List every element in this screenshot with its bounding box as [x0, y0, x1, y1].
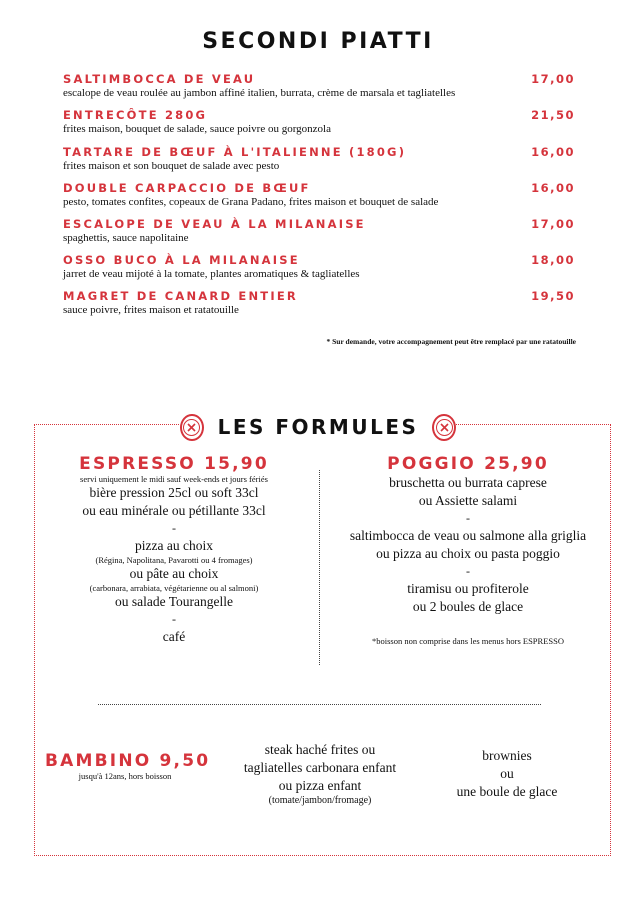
menu-title: BAMBINO 9,50	[45, 751, 211, 771]
accompaniment-footnote: * Sur demande, votre accompagnement peut être remplacé par une ratatouille	[326, 337, 576, 346]
menu-line: ou	[500, 766, 514, 781]
dish-description: escalope de veau roulée au jambon affiné italien, burrata, crème de marsala et tagliatelles	[63, 87, 456, 99]
menu-detail: (Régina, Napolitana, Pavarotti ou 4 fromages)	[95, 555, 253, 565]
formules-header	[180, 407, 456, 447]
menu-line: bière pression 25cl ou soft 33cl	[89, 485, 259, 500]
menu-line: ou pâte au choix	[129, 566, 219, 581]
section-divider	[98, 704, 541, 705]
menu-line: pizza au choix	[135, 538, 213, 553]
dish-item	[63, 108, 575, 136]
menu-line: ou eau minérale ou pétillante 33cl	[82, 503, 266, 518]
menu-line: saltimbocca de veau ou salmone alla griglia	[349, 528, 587, 543]
menu-line: café	[162, 629, 186, 644]
bambino-mains	[210, 741, 430, 807]
dish-price: 16,00	[531, 181, 575, 195]
bambino-desserts	[432, 747, 582, 801]
menu-line: bruschetta ou burrata caprese	[389, 475, 547, 490]
dish-item	[63, 217, 575, 245]
dish-description: spaghettis, sauce napolitaine	[63, 232, 189, 244]
drink-footnote: *boisson non comprise dans les menus hors ESPRESSO	[372, 636, 564, 646]
menu-separator: -	[172, 612, 176, 626]
dish-name: TARTARE DE BŒUF À L'ITALIENNE (180G)	[63, 145, 407, 159]
dish-item	[63, 72, 575, 100]
menu-espresso	[40, 454, 308, 646]
menu-note: jusqu'à 12ans, hors boisson	[78, 771, 172, 781]
menu-detail: (tomate/jambon/fromage)	[268, 795, 372, 806]
dish-name: MAGRET DE CANARD ENTIER	[63, 289, 298, 303]
circle-cross-icon	[432, 414, 456, 441]
menu-line: une boule de glace	[456, 784, 558, 799]
dish-name: OSSO BUCO À LA MILANAISE	[63, 253, 300, 267]
column-divider	[319, 470, 320, 665]
menu-bambino	[45, 751, 211, 781]
menu-line: brownies	[482, 748, 532, 763]
menu-title: ESPRESSO 15,90	[79, 454, 269, 474]
dish-name: ENTRECÔTE 280G	[63, 108, 208, 122]
dish-description: pesto, tomates confites, copeaux de Grana Padano, frites maison et bouquet de salade	[63, 196, 439, 208]
menu-title: POGGIO 25,90	[387, 454, 549, 474]
dish-item	[63, 289, 575, 317]
menu-detail: (carbonara, arrabiata, végétarienne ou al salmoni)	[89, 583, 259, 593]
menu-line: ou pizza au choix ou pasta poggio	[376, 546, 560, 561]
section-title-secondi-piatti: SECONDI PIATTI	[202, 29, 434, 54]
dish-price: 19,50	[531, 289, 575, 303]
menu-line: steak haché frites ou	[264, 742, 376, 757]
dish-price: 18,00	[531, 253, 575, 267]
dish-description: frites maison, bouquet de salade, sauce poivre ou gorgonzola	[63, 123, 331, 135]
menu-note: servi uniquement le midi sauf week-ends et jours fériés	[80, 474, 268, 484]
menu-line: tagliatelles carbonara enfant	[243, 760, 397, 775]
menu-line: ou salade Tourangelle	[114, 594, 233, 609]
dish-price: 17,00	[531, 72, 575, 86]
dish-name: ESCALOPE DE VEAU À LA MILANAISE	[63, 217, 366, 231]
menu-line: ou 2 boules de glace	[412, 599, 524, 614]
dish-description: jarret de veau mijoté à la tomate, plantes aromatiques & tagliatelles	[63, 268, 360, 280]
dish-price: 16,00	[531, 145, 575, 159]
menu-line: ou pizza enfant	[278, 778, 362, 793]
menu-line: tiramisu ou profiterole	[407, 581, 529, 596]
dish-description: sauce poivre, frites maison et ratatouille	[63, 304, 239, 316]
dish-item	[63, 253, 575, 281]
menu-line: ou Assiette salami	[418, 493, 518, 508]
dish-item	[63, 181, 575, 209]
dish-name: SALTIMBOCCA DE VEAU	[63, 72, 256, 86]
dish-description: frites maison et son bouquet de salade avec pesto	[63, 160, 280, 172]
dish-price: 17,00	[531, 217, 575, 231]
dish-name: DOUBLE CARPACCIO DE BŒUF	[63, 181, 311, 195]
menu-separator: -	[466, 511, 470, 525]
menu-separator: -	[466, 564, 470, 578]
dish-price: 21,50	[531, 108, 575, 122]
dish-item	[63, 145, 575, 173]
menu-separator: -	[172, 521, 176, 535]
section-title-formules: LES FORMULES	[217, 415, 419, 439]
circle-cross-icon	[180, 414, 204, 441]
menu-poggio	[328, 454, 608, 646]
